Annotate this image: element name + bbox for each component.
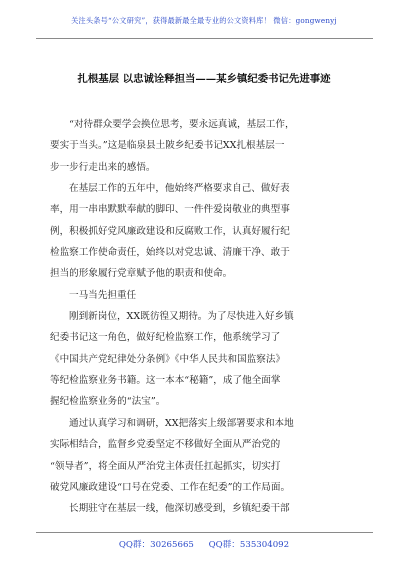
document-title: 扎根基层 以忠诚诠释担当——某乡镇纪委书记先进事迹 bbox=[77, 73, 331, 85]
body-line: 《中国共产党纪律处分条例》《中华人民共和国监察法》 bbox=[50, 353, 286, 365]
body-line: 纪委书记这一角色，做好纪检监察工作，他系统学习了 bbox=[50, 332, 281, 344]
body-line: 实际相结合，监督乡党委坚定不移做好全面从严治党的 bbox=[50, 439, 281, 451]
body-line: 例，积极抓好党风廉政建设和反腐败工作，认真好履行纪 bbox=[50, 225, 290, 237]
body-line: 长期驻守在基层一线，他深切感受到，乡镇纪委干部 bbox=[69, 503, 290, 515]
footer-qq-group-2: QQ群：535304092 bbox=[208, 540, 290, 550]
body-line: 担当的形象履行党章赋予他的职责和使命。 bbox=[50, 268, 233, 280]
body-line: “领导者”，将全面从严治党主体责任扛起抓实，切实打 bbox=[50, 460, 281, 472]
body-line: 通过认真学习和调研，XX把落实上级部署要求和本地 bbox=[69, 417, 294, 429]
footer-qq-group-1: QQ群：30265665 bbox=[118, 540, 194, 550]
body-line: “对待群众要学会换位思考，要永远真诚，基层工作， bbox=[69, 119, 295, 130]
body-line: 在基层工作的五年中，他始终严格要求自己、做好表 bbox=[69, 183, 290, 195]
section-heading: 一马当先担重任 bbox=[69, 289, 137, 301]
body-line: 破党风廉政建设“口号在党委、工作在纪委”的工作局面。 bbox=[50, 481, 291, 493]
document-body bbox=[50, 114, 362, 520]
header-divider bbox=[36, 38, 373, 39]
header-banner: 关注头条号“公文研究”，获得最新最全最专业的公文资料库！ 微信：gongwenyj bbox=[71, 16, 337, 25]
body-line: 握纪检监察业务的“法宝”。 bbox=[50, 396, 166, 408]
body-line: 步一步行走出来的感悟。 bbox=[50, 161, 156, 173]
body-line: 要实于当头。”这是临泉县土陂乡纪委书记XX扎根基层一 bbox=[50, 140, 285, 152]
footer-divider bbox=[36, 532, 373, 533]
body-line: 刚到新岗位，XX既彷徨又期待。为了尽快进入好乡镇 bbox=[69, 311, 294, 323]
body-line: 检监察工作使命责任，始终以对党忠诚、清廉干净、敢于 bbox=[50, 247, 290, 259]
footer bbox=[0, 538, 408, 550]
body-line: 等纪检监察业务书籍。这一本本“秘籍”，成了他全面掌 bbox=[50, 375, 281, 387]
body-line: 率，用一串串默默奉献的脚印、一件件爱岗敬业的典型事 bbox=[50, 204, 290, 216]
